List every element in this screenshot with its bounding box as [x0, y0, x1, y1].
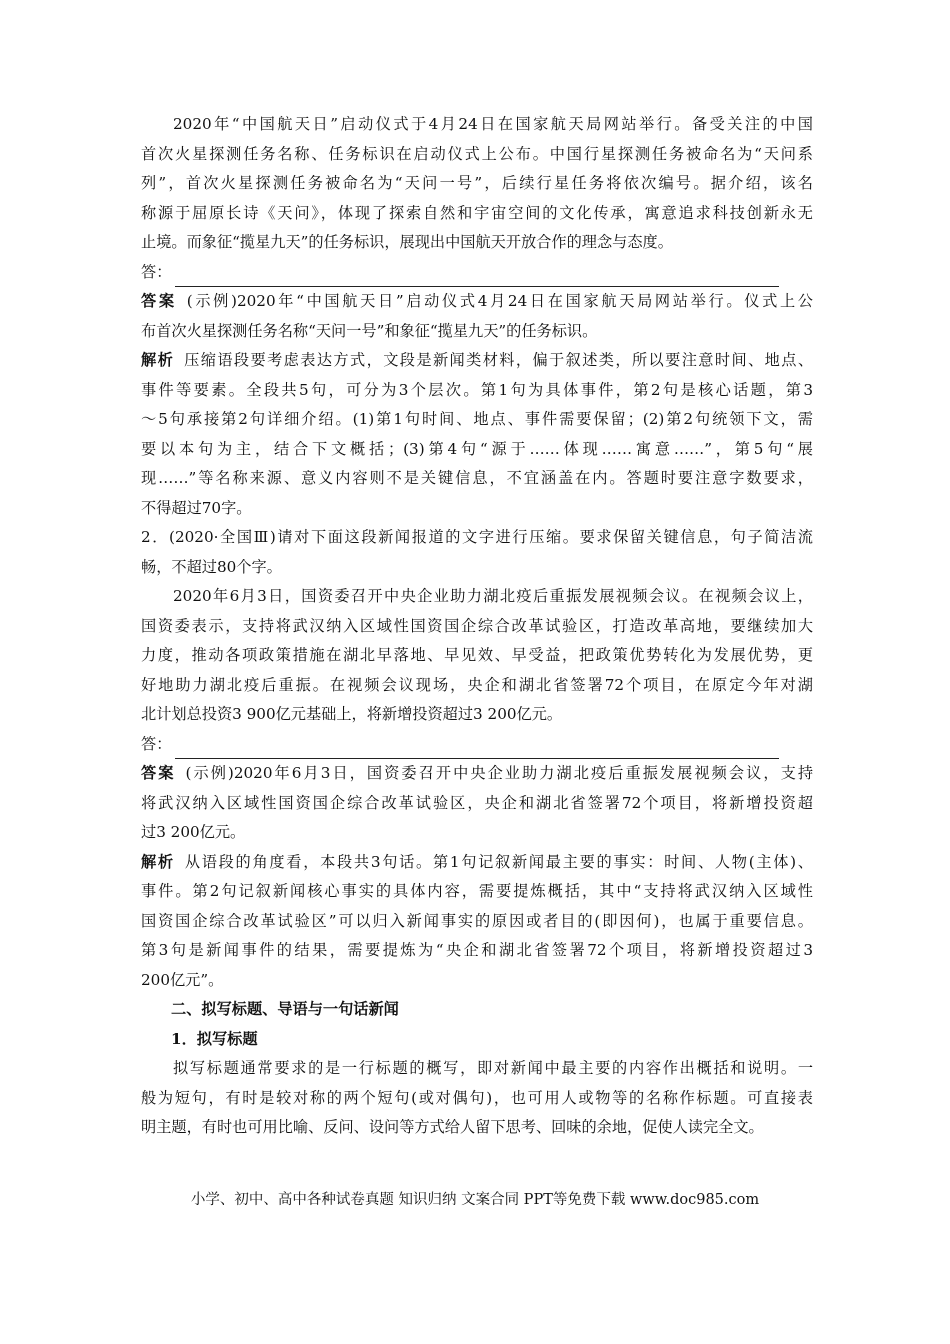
answer-2-line: 过3 200亿元。 [141, 823, 246, 841]
document-body [141, 110, 813, 1143]
sub-title: 1．拟写标题 [171, 1029, 258, 1048]
analysis-1-line: 不得超过70字。 [141, 498, 252, 517]
passage-2-line: 北计划总投资3 900亿元基础上，将新增投资超过3 200亿元。 [141, 705, 563, 723]
passage-1-line: 称源于屈原长诗《天问》，体现了探索自然和宇宙空间的文化传承，寓意追求科技创新永无 [141, 203, 813, 222]
section-title: 二、拟写标题、导语与一句话新闻 [171, 1000, 399, 1018]
passage-1 [141, 110, 813, 258]
analysis-2-line: 国资国企综合改革试验区”可以归入新闻事实的原因或者目的(即因何)，也属于重要信息。 [141, 911, 813, 930]
question-2-line: 畅，不超过80个字。 [141, 557, 282, 576]
analysis-2 [141, 848, 813, 996]
page-footer: 小学、初中、高中各种试卷真题 知识归纳 文案合同 PPT等免费下载 www.doc985.com [190, 1192, 760, 1208]
analysis-1-line: 现……”等名称来源、意义内容则不是关键信息，不宜涵盖在内。答题时要注意字数要求， [141, 469, 813, 487]
answer-1 [141, 287, 813, 346]
analysis-1-line: 要以本句为主，结合下文概括；(3)第4句“源于……体现……寓意……”，第5句“展 [141, 439, 813, 458]
answer-label: 答案 [141, 292, 177, 310]
answer-blank[interactable] [175, 266, 779, 287]
answer-2 [141, 759, 813, 848]
passage-2-line: 好地助力湖北疫后重振。在视频会议现场，央企和湖北省签署72个项目，在原定今年对湖 [141, 675, 813, 694]
answer-prompt: 答： [141, 262, 172, 281]
passage-3 [141, 1054, 813, 1143]
analysis-2-line: 从语段的角度看，本段共3句话。第1句记叙新闻最主要的事实：时间、人物(主体)、 [184, 852, 813, 871]
passage-3-line: 拟写标题通常要求的是一行标题的概写，即对新闻中最主要的内容作出概括和说明。一 [173, 1059, 813, 1077]
answer-1-line: (示例)2020年“中国航天日”启动仪式4月24日在国家航天局网站举行。仪式上公 [186, 292, 813, 310]
analysis-2-line: 第3句是新闻事件的结果，需要提炼为“央企和湖北省签署72个项目，将新增投资超过3 [141, 941, 813, 959]
question-2 [141, 523, 813, 582]
passage-1-line: 止境。而象征“揽星九天”的任务标识，展现出中国航天开放合作的理念与态度。 [141, 233, 673, 251]
passage-3-line: 般为短句，有时是较对称的两个短句(或对偶句)，也可用人或物等的名称作标题。可直接表 [141, 1088, 813, 1107]
answer-line-2 [141, 730, 813, 760]
analysis-1-line: 事件等要素。全段共5句，可分为3个层次。第1句为具体事件，第2句是核心话题，第3 [141, 380, 813, 399]
passage-1-line: 首次火星探测任务名称、任务标识在启动仪式上公布。中国行星探测任务被命名为“天问系 [141, 144, 813, 163]
analysis-2-line: 200亿元”。 [141, 970, 224, 989]
passage-3-line: 明主题，有时也可用比喻、反问、设问等方式给人留下思考、回味的余地，促使人读完全文。 [141, 1118, 764, 1136]
passage-2-line: 力度，推动各项政策措施在湖北早落地、早见效、早受益，把政策优势转化为发展优势，更 [141, 646, 813, 664]
analysis-1-line: ～5句承接第2句详细介绍。(1)第1句时间、地点、事件需要保留；(2)第2句统领下文，需 [141, 410, 813, 428]
question-2-line: 2．(2020·全国Ⅲ)请对下面这段新闻报道的文字进行压缩。要求保留关键信息，句子简洁流 [141, 528, 813, 546]
passage-2-line: 2020年6月3日，国资委召开中央企业助力湖北疫后重振发展视频会议。在视频会议上， [173, 587, 813, 605]
answer-line-1 [141, 258, 813, 288]
analysis-label: 解析 [141, 852, 175, 871]
answer-label: 答案 [141, 764, 176, 782]
answer-blank[interactable] [175, 738, 779, 759]
analysis-1-line: 压缩语段要考虑表达方式，文段是新闻类材料，偏于叙述类，所以要注意时间、地点、 [184, 351, 814, 369]
answer-2-line: 将武汉纳入区域性国资国企综合改革试验区，央企和湖北省签署72个项目，将新增投资超 [141, 793, 813, 812]
analysis-2-line: 事件。第2句记叙新闻核心事实的具体内容，需要提炼概括，其中“支持将武汉纳入区域性 [141, 882, 813, 900]
answer-2-line: (示例)2020年6月3日，国资委召开中央企业助力湖北疫后重振发展视频会议，支持 [185, 764, 814, 782]
passage-1-line: 列”，首次火星探测任务被命名为“天问一号”，后续行星任务将依次编号。据介绍，该名 [141, 174, 813, 192]
passage-2 [141, 582, 813, 730]
answer-1-line: 布首次火星探测任务名称“天问一号”和象征“揽星九天”的任务标识。 [141, 321, 598, 340]
analysis-1 [141, 346, 813, 523]
analysis-label: 解析 [141, 351, 175, 369]
passage-2-line: 国资委表示，支持将武汉纳入区域性国资国企综合改革试验区，打造改革高地，要继续加大 [141, 616, 813, 635]
passage-1-line: 2020年“中国航天日”启动仪式于4月24日在国家航天局网站举行。备受关注的中国 [173, 115, 813, 133]
answer-prompt: 答： [141, 734, 172, 753]
